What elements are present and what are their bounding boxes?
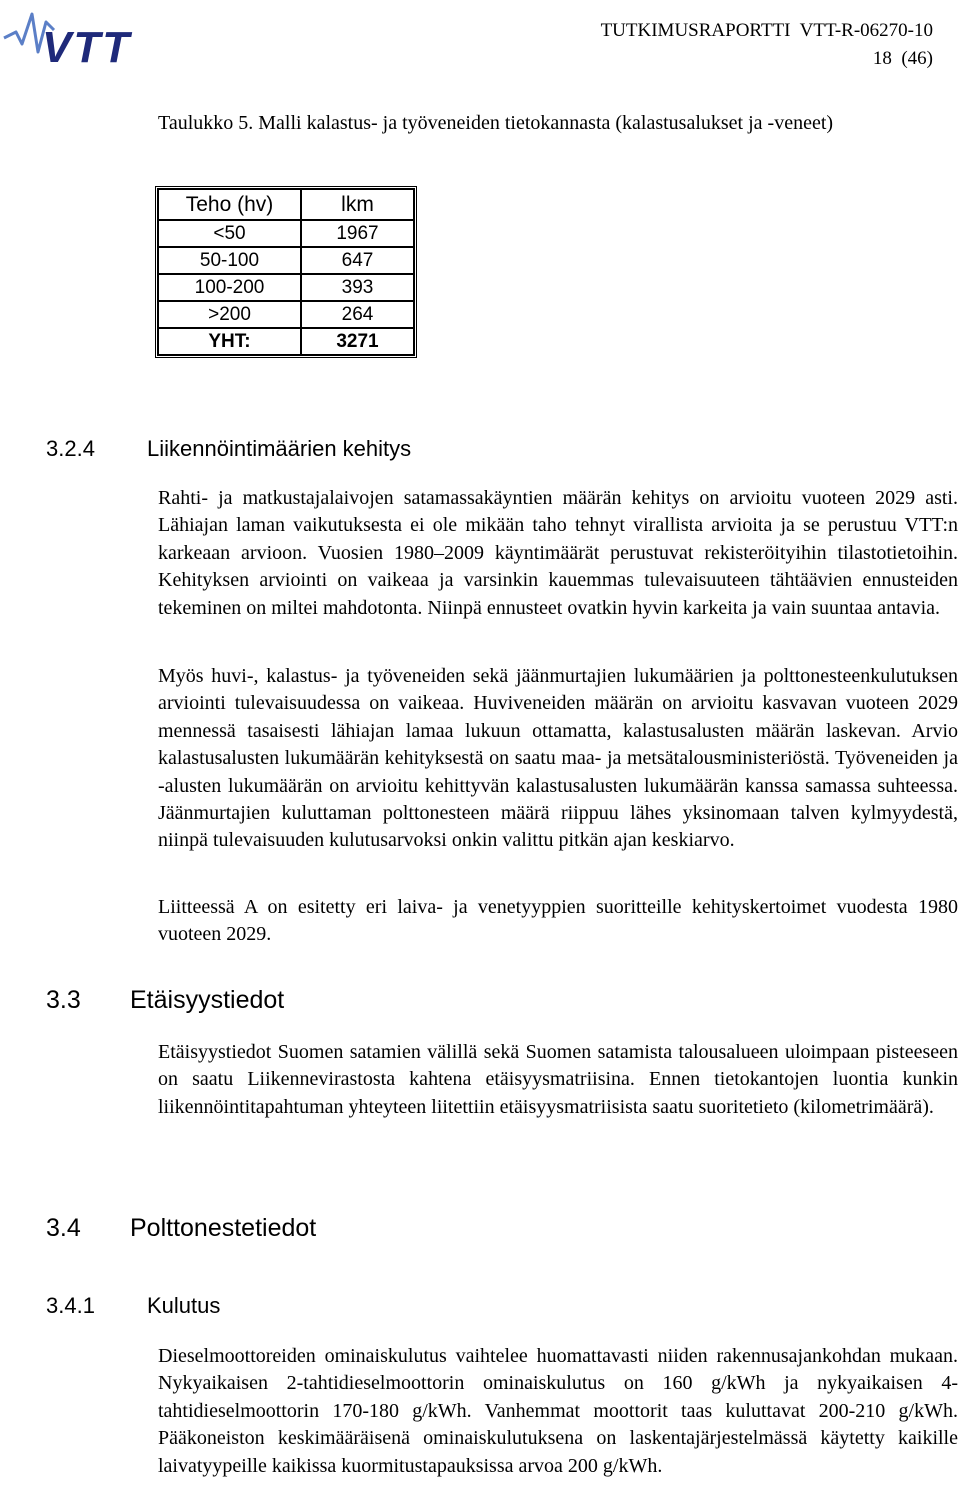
- section-title: Liikennöintimäärien kehitys: [147, 436, 412, 461]
- section-number: 3.4: [46, 1214, 81, 1242]
- section-number: 3.4.1: [46, 1293, 95, 1318]
- section-heading-3-4-1: [46, 1291, 220, 1321]
- total-value: 3271: [301, 328, 414, 355]
- total-label: YHT:: [158, 328, 301, 355]
- section-title: Polttonestetiedot: [130, 1214, 317, 1242]
- table-cell: >200: [158, 301, 301, 328]
- section-number: 3.2.4: [46, 436, 95, 461]
- report-header: [601, 17, 933, 73]
- section-heading-3-4: [46, 1212, 316, 1244]
- paragraph: Rahti- ja matkustajalaivojen satamassakäyntien määrän kehitys on arvioitu vuoteen 2029 asti. Lähiajan laman vaikutuksesta ei ole mikään taho tehnyt virallista arvioita ja se perustuu VTT:n karkeaan arvioon. Vuosien 1980–2009 käyntimäärät perustuvat rekisteröityihin tilastotietoihin. Kehityksen arviointi on vaikeaa ja varsinkin kauemmas tulevaisuuteen tähtäävien ennusteiden tekeminen on miltei mahdotonta. Niinpä ennusteet ovatkin hyvin karkeita ja vain suuntaa antavia.: [158, 487, 958, 619]
- page-number: 18 (46): [872, 48, 933, 69]
- fishing-boats-table: [155, 186, 417, 358]
- table-cell: 100-200: [158, 274, 301, 301]
- table-row: [158, 301, 414, 328]
- table-cell: 1967: [301, 220, 414, 247]
- section-title: Etäisyystiedot: [130, 986, 285, 1014]
- table-cell: <50: [158, 220, 301, 247]
- table-row: [158, 247, 414, 274]
- table-cell: 50-100: [158, 247, 301, 274]
- vtt-logo: [2, 4, 162, 66]
- column-header-count: lkm: [301, 189, 414, 220]
- paragraph: Myös huvi-, kalastus- ja työveneiden sekä jäänmurtajien lukumäärien ja polttonesteenkulutuksen arviointi tulevaisuudessa on vaikeaa. Huviveneiden määrän on arvioitu kasvavan vuoteen 2029 mennessä tasaisesti lähiajan lamaa lukuun ottamatta, kalastusalusten määrän laskevan. Arvio kalastusalusten lukumäärän kehityksestä on saatu maa- ja metsätalousministeriöstä. Työveneiden ja -alusten lukumäärän on arvioitu kehittyvän kalastusalusten lukumäärän kanssa samassa suhteessa. Jäänmurtajien kuluttaman polttonesteen määrä riippuu lähes yksinomaan talven kylmyydestä, niinpä tulevaisuuden kulutusarvoksi onkin valittu pitkän ajan keskiarvo.: [158, 665, 958, 852]
- section-heading-3-2-4: [46, 434, 411, 464]
- table-header-row: [158, 189, 414, 220]
- table-cell: 647: [301, 247, 414, 274]
- section-number: 3.3: [46, 986, 81, 1014]
- table-row: [158, 220, 414, 247]
- section-title: Kulutus: [147, 1293, 221, 1318]
- paragraph: Etäisyystiedot Suomen satamien välillä sekä Suomen satamista talousalueen uloimpaan pisteeseen on saatu Liikennevirastosta kahtena etäisyysmatriisina. Ennen tietokantojen luontia kunkin liikennöintitapahtuman yhteyteen liitettiin etäisyysmatriisista saatu suoritetieto (kilometrimäärä).: [158, 1041, 958, 1118]
- table-row: [158, 274, 414, 301]
- paragraph: Liitteessä A on esitetty eri laiva- ja venetyyppien suoritteille kehityskertoimet vuodesta 1980 vuoteen 2029.: [158, 896, 958, 946]
- paragraph: Dieselmoottoreiden ominaiskulutus vaihtelee huomattavasti niiden rakennusajankohdan mukaan. Nykyaikaisen 2-tahtidieselmoottorin ominaiskulutus on 160 g/kWh ja nykyaikaisen 4-tahtidieselmoottorin 170-180 g/kWh. Vanhemmat moottorit taas kuluttavat 200-210 g/kWh. Pääkoneiston keskimääräisenä ominaiskulutuksena on laskentajärjestelmässä käytetty kaikille laivatyypeille kaikissa kuormitustapauksissa arvoa 200 g/kWh.: [158, 1345, 958, 1477]
- table-caption: Taulukko 5. Malli kalastus- ja työveneiden tietokannasta (kalastusalukset ja -veneet): [158, 112, 834, 134]
- table-cell: 264: [301, 301, 414, 328]
- table-cell: 393: [301, 274, 414, 301]
- logo-text: VTT: [42, 23, 132, 66]
- report-id: TUTKIMUSRAPORTTI VTT-R-06270-10: [600, 20, 933, 41]
- section-heading-3-3: [46, 984, 284, 1016]
- column-header-power: Teho (hv): [158, 189, 301, 220]
- table-total-row: [158, 328, 414, 355]
